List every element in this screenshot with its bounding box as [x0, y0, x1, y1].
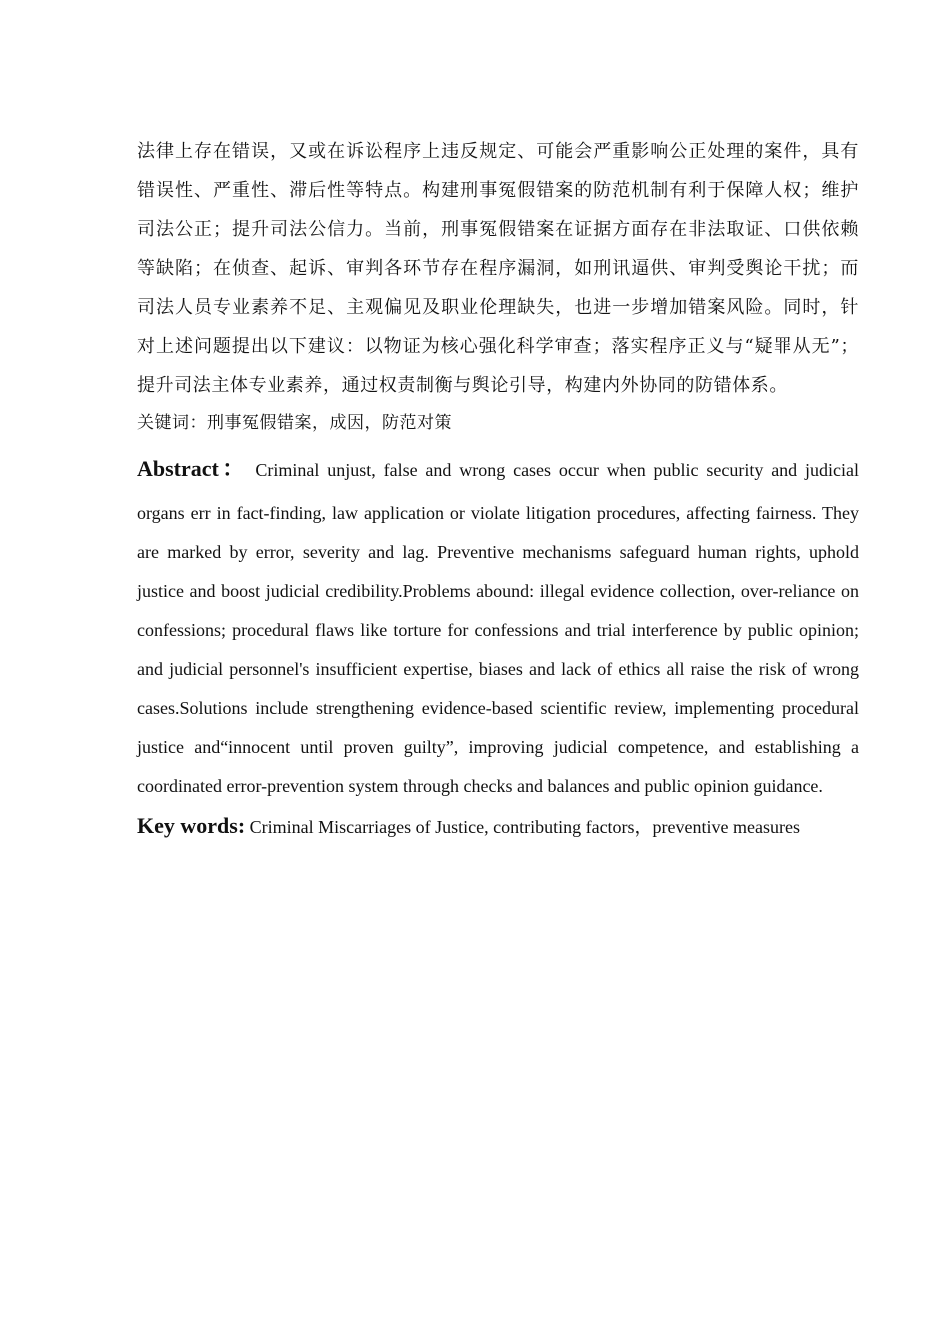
abstract-section	[137, 132, 859, 847]
english-keywords-text: Criminal Miscarriages of Justice, contributing factors，preventive measures	[245, 817, 800, 837]
chinese-abstract-body: 法律上存在错误，又或在诉讼程序上违反规定、可能会严重影响公正处理的案件，具有错误性、严重性、滞后性等特点。构建刑事冤假错案的防范机制有利于保障人权；维护司法公正；提升司法公信力。当前，刑事冤假错案在证据方面存在非法取证、口供依赖等缺陷；在侦查、起诉、审判各环节存在程序漏洞，如刑讯逼供、审判受舆论干扰；而司法人员专业素养不足、主观偏见及职业伦理缺失，也进一步增加错案风险。同时，针对上述问题提出以下建议：以物证为核心强化科学审查；落实程序正义与“疑罪从无”；提升司法主体专业素养，通过权责制衡与舆论引导，构建内外协同的防错体系。	[137, 141, 859, 396]
chinese-keywords-label: 关键词：	[137, 413, 207, 433]
english-abstract-first-line	[137, 445, 859, 494]
english-keywords-label: Key words:	[137, 813, 246, 838]
chinese-keywords	[137, 405, 859, 441]
english-abstract-label: Abstract：	[137, 456, 248, 481]
english-abstract-body: organs err in fact-finding, law application or violate litigation procedures, affecting fairness. They are marked by error, severity and lag. Preventive mechanisms safeguard human rights, uphold justice and boost judicial credibility.Problems abound: illegal evidence collection, over-reliance on confessions; procedural flaws like torture for confessions and trial interference by public opinion; and judicial personnel's insufficient expertise, biases and lack of ethics all raise the risk of wrong cases.Solutions include strengthening evidence-based scientific review, implementing procedural justice and“innocent until proven guilty”, improving judicial competence, and establishing a coordinated error-prevention system through checks and balances and public opinion guidance.	[137, 503, 859, 796]
english-abstract-first-text: Criminal unjust, false and wrong cases occur when public security and judicial	[255, 460, 860, 480]
english-keywords	[137, 806, 859, 847]
chinese-keywords-text: 刑事冤假错案，成因，防范对策	[207, 413, 452, 433]
english-abstract	[137, 445, 859, 806]
